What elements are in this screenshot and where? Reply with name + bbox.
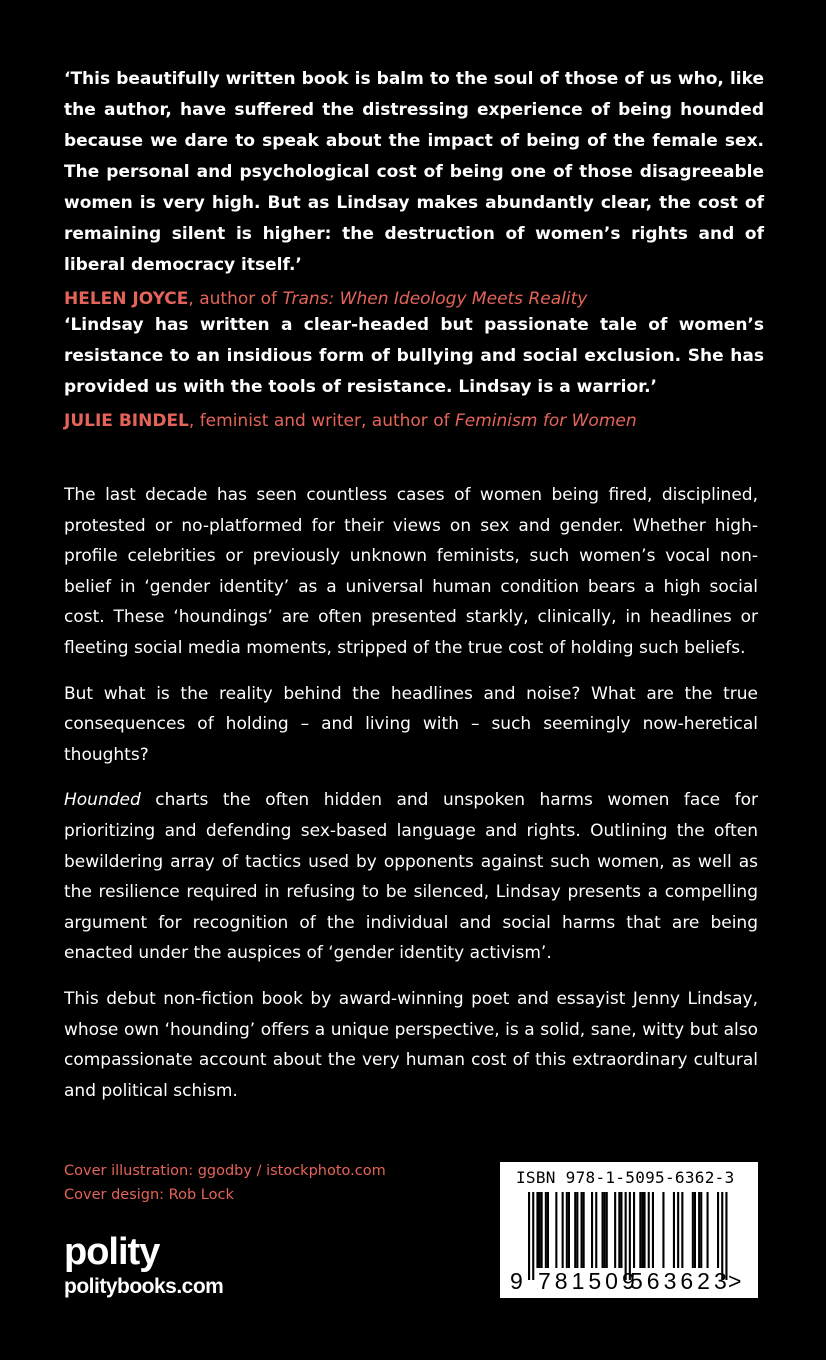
quote-julie-bindel [64,310,764,433]
barcode-bar [633,1192,635,1268]
attribution-author: JULIE BINDEL [64,411,189,431]
barcode-bar [639,1192,641,1268]
illustration-credit: Cover illustration: ggodby / istockphoto.com [64,1163,386,1179]
barcode-group-right: 563623 [630,1268,731,1294]
barcode-bar [528,1192,530,1280]
barcode-bar [694,1192,696,1268]
description-paragraph: This debut non-fiction book by award-winning poet and essayist Jenny Lindsay, whose own ‘hounding’ offers a unique perspective, is a solid, sane, witty but also compassionate account about the very human cost of this extraordinary cultural and political schism. [64,988,758,1101]
quote-attribution [64,287,764,311]
description-paragraph: The last decade has seen countless cases of women being fired, disciplined, protested or no-platformed for their views on sex and gender. Whether high-profile celebrities or previously unknown feminists, such women’s vocal non-belief in ‘gender identity’ as a universal human condition bears a high social cost. These ‘houndings’ are often presented starkly, clinically, in headlines or fleeting social media moments, stripped of the true cost of holding such beliefs. [64,485,758,658]
barcode-marker: > [728,1268,742,1294]
book-title: Hounded [64,790,141,811]
cover-credits [64,1159,386,1207]
barcode-bar [620,1192,622,1268]
barcode-digits [510,1268,742,1295]
attribution-work: Trans: When Ideology Meets Reality [282,289,588,309]
barcode-first-digit: 9 [510,1268,523,1294]
barcode-bar [532,1192,534,1280]
barcode-bar [648,1192,650,1268]
publisher-logo: polity [64,1231,160,1273]
barcode-bar [700,1192,702,1268]
attribution-work: Feminism for Women [455,411,637,431]
barcode-bar [547,1192,549,1268]
quote-helen-joyce [64,64,764,311]
publisher-website: politybooks.com [64,1275,224,1298]
barcode-bar [574,1192,576,1268]
barcode-bar [618,1192,620,1268]
description-paragraph: Hounded charts the often hidden and unspoken harms women face for prioritizing and defending sex-based language and rights. Outlining the often bewildering array of tactics used by opponents against such women, as well as the resilience required in refusing to be silenced, Lindsay presents a compelling argument for recognition of the individual and social harms that are being enacted under the auspices of ‘gender identity activism’. [64,790,758,964]
barcode-bar [541,1192,543,1268]
barcode-bar [539,1192,541,1268]
barcode-bar [536,1192,538,1268]
design-credit: Cover design: Rob Lock [64,1187,234,1203]
barcode-bar [583,1192,585,1268]
barcode-bar [677,1192,679,1268]
barcode-bar [629,1192,631,1280]
attribution-author: HELEN JOYCE [64,289,189,309]
quote-attribution [64,409,764,433]
barcode-bar [606,1192,608,1268]
quote-text: ‘Lindsay has written a clear-headed but passionate tale of women’s resistance to an insidious form of bullying and social exclusion. She has provided us with the tools of resistance. Lindsay is a warrior.’ [64,315,764,397]
barcode-bar [614,1192,616,1268]
barcode-bar [707,1192,709,1268]
barcode-bar [725,1192,727,1280]
barcode-bar [595,1192,597,1268]
barcode-bar [681,1192,683,1268]
barcode-bar [581,1192,583,1268]
barcode-bar [662,1192,664,1268]
barcode-bar [644,1192,646,1268]
barcode-bar [673,1192,675,1268]
barcode-bar [566,1192,568,1268]
barcode-bar [576,1192,578,1268]
barcode-bar [562,1192,564,1268]
barcode-bar [604,1192,606,1268]
barcode-bar [602,1192,604,1268]
barcode-bar [692,1192,694,1268]
isbn-barcode [500,1162,758,1298]
barcode-group-left: 781509 [538,1268,639,1294]
barcode-bar [591,1192,593,1268]
barcode-bar [625,1192,627,1280]
isbn-label: ISBN 978-1-5095-6362-3 [516,1168,735,1187]
quote-text: ‘This beautifully written book is balm to the soul of those of us who, like the author, have suffered the distressing experience of being hounded because we dare to speak about the impact of being of the female sex. The personal and psychological cost of being one of those disagreeable women is very high. But as Lindsay makes abundantly clear, the cost of remaining silent is higher: the destruction of women’s rights and of liberal democracy itself.’ [64,69,764,275]
barcode-bar [652,1192,654,1268]
attribution-role: , feminist and writer, author of [188,411,455,431]
barcode-bar [717,1192,719,1268]
barcode-bar [721,1192,723,1280]
barcode-bar [641,1192,643,1268]
attribution-role: , author of [188,289,283,309]
barcode-bar [545,1192,547,1268]
book-description [64,480,758,1121]
barcode-bar [555,1192,557,1268]
barcode-bar [568,1192,570,1268]
barcode-bar [698,1192,700,1268]
description-paragraph: But what is the reality behind the headlines and noise? What are the true consequences of holding – and living with – such seemingly now-heretical thoughts? [64,683,758,765]
